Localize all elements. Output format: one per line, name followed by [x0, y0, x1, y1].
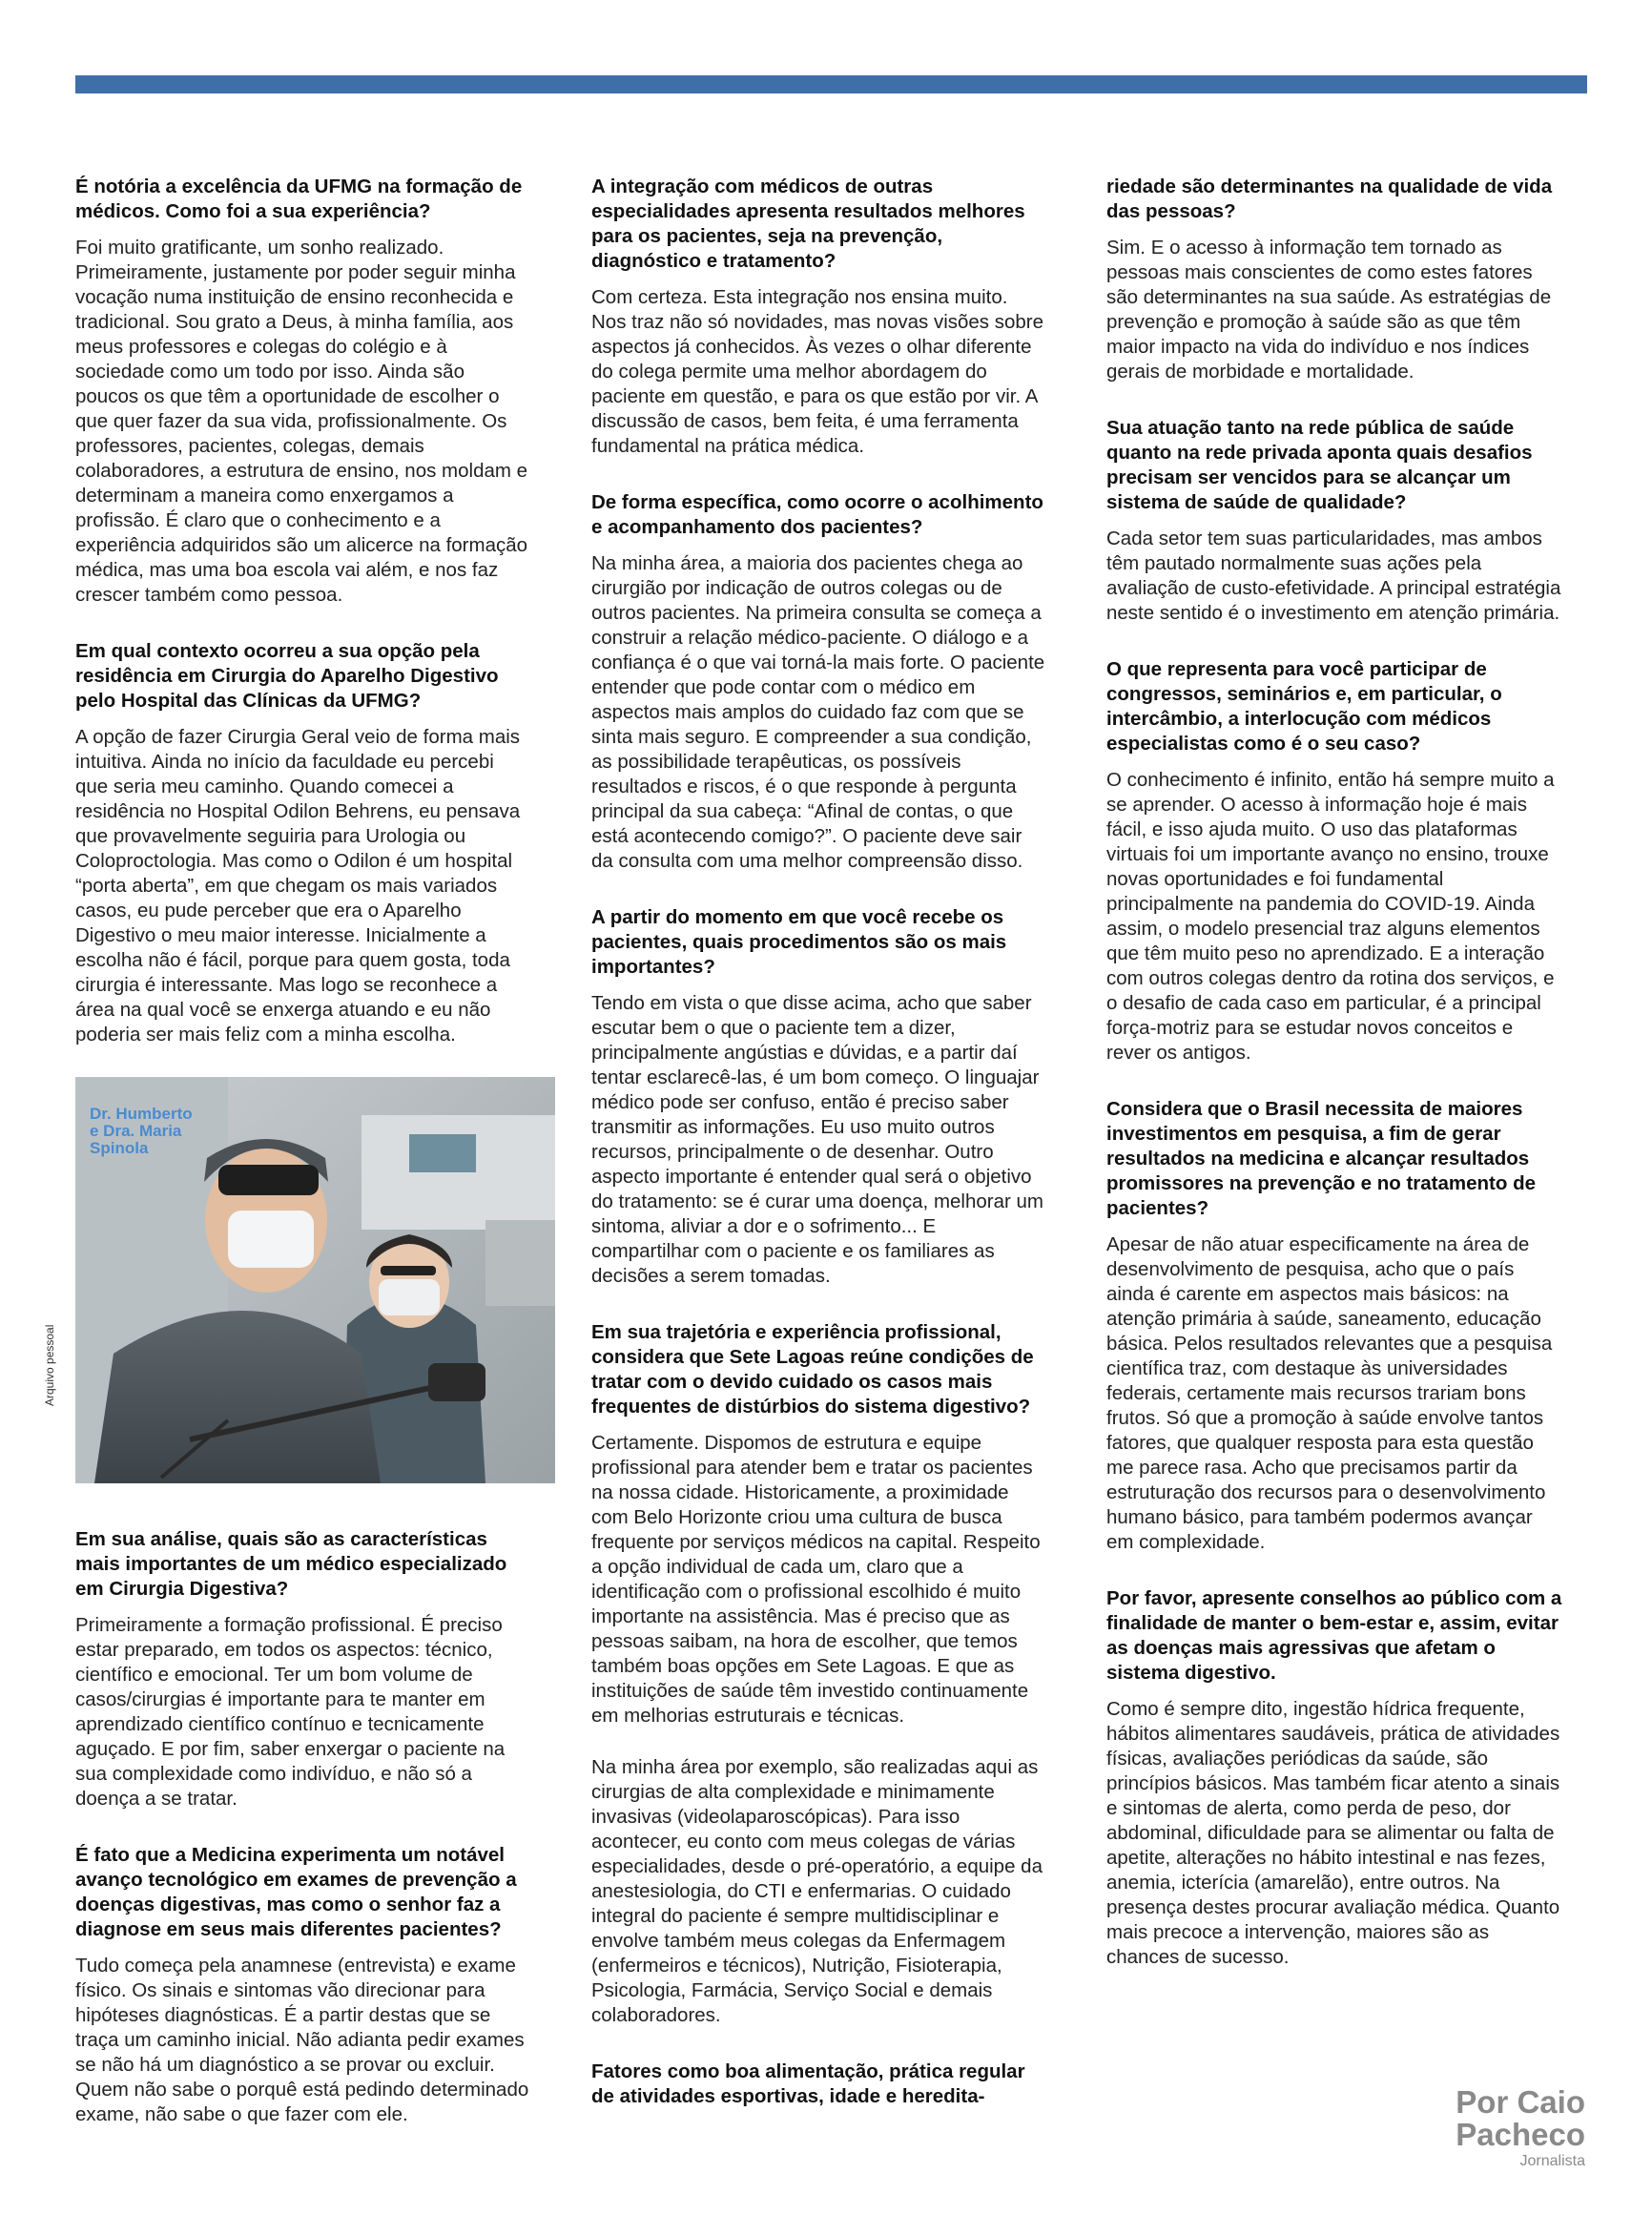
question-reception: De forma específica, como ocorre o acolhimento e acompanhamento dos pacientes? — [591, 491, 1043, 538]
photo-credit: Arquivo pessoal — [43, 1324, 56, 1406]
photo-caption-line-1: Dr. Humberto — [90, 1105, 193, 1123]
question-integration: A integração com médicos de outras especialidades apresenta resultados melhores para os pacientes, seja na prevenção, diagnóstico e tratamento? — [591, 176, 1025, 272]
answer-lifestyle: Sim. E o acesso à informação tem tornado as pessoas mais conscientes de como estes fatores são determinantes na sua saúde. As estratégias de prevenção e promoção à saúde são as que têm maior impacto na vida do indivíduo e nos índices gerais de morbidade e mortalidade. — [1106, 237, 1552, 383]
answer-research: Apesar de não atuar especificamente na área de desenvolvimento de pesquisa, acho que o país ainda é carente em aspectos mais básicos: na atenção primária à saúde, saneamento, educação básica. Pelos resultados relevantes que a pesquisa científica traz, com destaque às universidades federais, certamente mais recursos trariam bons frutos. Só que a promoção à saúde envolve tantos fatores, que qualquer resposta para esta questão me parece rasa. Acho que precisamos partir da estruturação dos recursos para o desenvolvimento humano básico, para também podermos avançar em complexidade. — [1106, 1233, 1553, 1553]
column-1 — [43, 175, 531, 2159]
question-diagnosis: É fato que a Medicina experimenta um notável avanço tecnológico em exames de prevenção a doenças digestivas, mas como o senhor faz a diagnose em seus mais diferentes pacientes? — [75, 1844, 517, 1940]
question-sete-lagoas: Em sua trajetória e experiência profissional, considera que Sete Lagoas reúne condições de tratar com o devido cuidado os casos mais frequentes de distúrbios do sistema digestivo? — [591, 1321, 1034, 1418]
question-health-system: Sua atuação tanto na rede pública de saúde quanto na rede privada aponta quais desafios precisam ser vencidos para se alcançar um sistema de saúde de qualidade? — [1106, 417, 1533, 513]
answer-procedures: Tendo em vista o que disse acima, acho que saber escutar bem o que o paciente tem a dizer, principalmente angústias e dúvidas, e a partir daí tentar esclarecê-las, é um bom começo. O linguajar médico pode ser confuso, então é preciso saber transmitir as informações. Eu uso muito outros recursos, principalmente o de desenhar. Outro aspecto importante é entender qual será o objetivo do tratamento: se é curar uma doença, melhorar um sintoma, aliviar a dor e o sofrimento... E compartilhar com o paciente e os familiares as decisões a serem tomadas. — [591, 992, 1044, 1287]
answer-characteristics: Primeiramente a formação profissional. É preciso estar preparado, em todos os aspectos: técnico, científico e emocional. Ter um bom volume de casos/cirurgias é importante para te manter em aprendizado científico contínuo e tecnicamente aguçado. E por fim, saber enxergar o paciente na sua complexidade como indivíduo, e não só a doença a se tratar. — [75, 1614, 506, 1810]
answer-diagnosis: Tudo começa pela anamnese (entrevista) e exame físico. Os sinais e sintomas vão direcionar para hipóteses diagnósticas. É a partir destas que se traça um caminho inicial. Não adianta pedir exames se não há um diagnóstico a se provar ou excluir. Quem não sabe o porquê está pedindo determinado exame, não sabe o que fazer com ele. — [75, 1955, 529, 2125]
answer-health-system: Cada setor tem suas particularidades, mas ambos têm pautado normalmente suas ações pela avaliação de custo-efetividade. A principal estratégia neste sentido é o investimento em atenção primária. — [1106, 528, 1561, 624]
question-congresses: O que representa para você participar de congressos, seminários e, em particular, o intercâmbio, a interlocução com médicos especialistas como é o seu caso? — [1106, 658, 1502, 755]
answer-residency: A opção de fazer Cirurgia Geral veio de forma mais intuitiva. Ainda no início da faculdade eu percebi que seria meu caminho. Quando comecei a residência no Hospital Odilon Behrens, eu pensava que provavelmente seguiria para Urologia ou Coloproctologia. Mas como o Odilon é um hospital “porta aberta”, em que chegam os mais variados casos, eu pude perceber que era o Aparelho Digestivo o meu maior interesse. Inicialmente a escolha não é fácil, porque para quem gosta, toda cirurgia é interessante. Mas logo se reconhece a área na qual você se enxerga atuando e eu não poderia ser mais feliz com a minha escolha. — [75, 726, 521, 1045]
answer-integration: Com certeza. Esta integração nos ensina muito. Nos traz não só novidades, mas novas visões sobre aspectos já conhecidos. Às vezes o olhar diferente do colega permite uma melhor abordagem do paciente em questão, e para os que estão por vir. A discussão de casos, bem feita, é uma ferramenta fundamental na prática médica. — [591, 286, 1044, 457]
author-name-line-1: Por Caio — [1456, 2084, 1585, 2120]
answer-congresses: O conhecimento é infinito, então há sempre muito a se aprender. O acesso à informação hoje é mais fácil, e isso ajuda muito. O uso das plataformas virtuais foi um importante avanço no ensino, trouxe novas oportunidades e foi fundamental principalmente na pandemia do COVID-19. Ainda assim, o modelo presencial traz alguns elementos que têm muito peso no aprendizado. E a interação com outros colegas dentro da rotina dos serviços, e o desafio de cada caso em particular, é a principal força-motriz para se estudar novos conceitos e rever os antigos. — [1106, 769, 1555, 1064]
question-research: Considera que o Brasil necessita de maiores investimentos em pesquisa, a fim de gerar resultados na medicina e alcançar resultados promissores na prevenção e no tratamento de pacientes? — [1106, 1098, 1536, 1219]
question-advice: Por favor, apresente conselhos ao público com a finalidade de manter o bem-estar e, assim, evitar as doenças mais agressivas que afetam o sistema digestivo. — [1106, 1587, 1562, 1684]
answer-sete-lagoas-1: Certamente. Dispomos de estrutura e equipe profissional para atender bem e tratar os pacientes na nossa cidade. Historicamente, a proximidade com Belo Horizonte criou uma cultura de busca frequente por serviços médicos na capital. Respeito a opção individual de cada um, claro que a identificação com o profissional escolhido é muito importante na assistência. Mas é preciso que as pessoas saibam, na hora de escolher, que temos também boas opções em Sete Lagoas. E que as instituições de saúde têm investido continuamente em melhorias estruturais e técnicas. — [591, 1432, 1041, 1727]
column-3 — [1106, 175, 1562, 2001]
author-role: Jornalista — [1519, 2153, 1585, 2169]
question-procedures: A partir do momento em que você recebe os pacientes, quais procedimentos são os mais importantes? — [591, 906, 1007, 978]
question-ufmg: É notória a excelência da UFMG na formação de médicos. Como foi a sua experiência? — [75, 176, 523, 222]
question-residency: Em qual contexto ocorreu a sua opção pela residência em Cirurgia do Aparelho Digestivo pelo Hospital das Clínicas da UFMG? — [75, 640, 499, 712]
answer-sete-lagoas-2: Na minha área por exemplo, são realizadas aqui as cirurgias de alta complexidade e minimamente invasivas (videolaparoscópicas). Para isso acontecer, eu conto com meus colegas de várias especialidades, desde o pré-operatório, a equipe da anestesiologia, do CTI e enfermarias. O cuidado integral do paciente é sempre multidisciplinar e envolve também meus colegas da Enfermagem (enfermeiros e técnicos), Nutrição, Fisioterapia, Psicologia, Farmácia, Serviço Social e demais colaboradores. — [591, 1756, 1043, 2026]
question-characteristics: Em sua análise, quais são as características mais importantes de um médico especializado em Cirurgia Digestiva? — [75, 1528, 507, 1600]
photo-block — [43, 1077, 537, 1485]
column-2 — [591, 175, 1047, 2121]
photo-caption — [90, 1106, 193, 1157]
answer-reception: Na minha área, a maioria dos pacientes chega ao cirurgião por indicação de outros colegas ou de outros pacientes. Na primeira consulta se começa a construir a relação médico-paciente. O diálogo e a confiança é o que vai torná-la mais forte. O paciente entender que pode contar com o médico em aspectos mais amplos do cuidado faz com que se sinta mais seguro. E compreender a sua condição, as possibilidade terapêuticas, os possíveis resultados e riscos, é o que responde à pergunta principal da sua cabeça: “Afinal de contas, o que está acontecendo comigo?”. O paciente deve sair da consulta com uma melhor compreensão disso. — [591, 552, 1045, 872]
photo-caption-line-2: e Dra. Maria — [90, 1122, 182, 1140]
photo-caption-line-3: Spinola — [90, 1139, 149, 1157]
answer-advice: Como é sempre dito, ingestão hídrica frequente, hábitos alimentares saudáveis, prática de atividades físicas, avaliações periódicas da saúde, são princípios básicos. Mas também ficar atento a sinais e sintomas de alerta, como perda de peso, dor abdominal, dificuldade para se alimentar ou falta de apetite, alterações no hábito intestinal e nas fezes, anemia, icterícia (amarelão), entre outros. Na presença destes procurar avaliação médica. Quanto mais precoce a intervenção, maiores são as chances de sucesso. — [1106, 1698, 1560, 1968]
question-lifestyle-start: Fatores como boa alimentação, prática regular de atividades esportivas, idade e heredita- — [591, 2060, 1025, 2107]
header-accent-bar — [75, 75, 1587, 93]
answer-ufmg: Foi muito gratificante, um sonho realizado. Primeiramente, justamente por poder seguir minha vocação numa instituição de ensino reconhecida e tradicional. Sou grato a Deus, à minha família, aos meus professores e colegas do colégio e à sociedade como um todo por isso. Ainda são poucos os que têm a oportunidade de escolher o que quer fazer da sua vida, profissionalmente. Os professores, pacientes, colegas, demais colaboradores, a estrutura de ensino, nos moldam e determinam a maneira como enxergamos a profissão. É claro que o conhecimento e a experiência adquiridos são um alicerce na formação médica, mas uma boa escola vai além, e nos faz crescer também como pessoa. — [75, 237, 528, 606]
author-byline — [1456, 2086, 1585, 2170]
author-name-line-2: Pacheco — [1456, 2117, 1585, 2152]
question-lifestyle-end: riedade são determinantes na qualidade de vida das pessoas? — [1106, 176, 1553, 222]
